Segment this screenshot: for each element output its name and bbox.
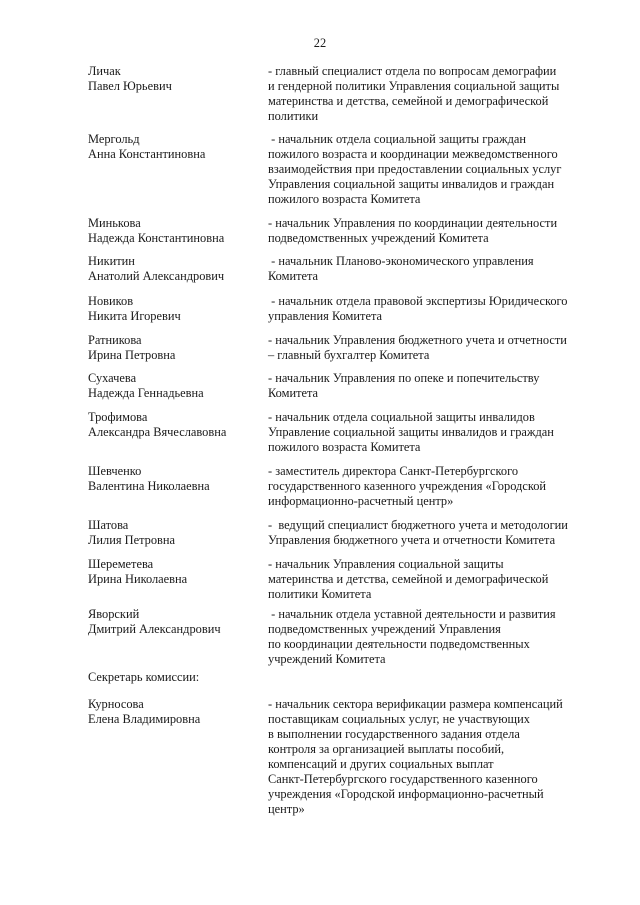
- role-line: поставщикам социальных услуг, не участвующих: [268, 712, 530, 726]
- role-line: материнства и детства, семейной и демографической: [268, 94, 549, 108]
- role-line: - начальник отдела уставной деятельности и развития: [268, 607, 556, 621]
- member-given: Никита Игоревич: [88, 309, 181, 323]
- role-line: центр»: [268, 802, 305, 816]
- role-line: Управления социальной защиты инвалидов и граждан: [268, 177, 555, 191]
- role-line: - заместитель директора Санкт-Петербургского: [268, 464, 519, 478]
- member-given: Валентина Николаевна: [88, 479, 210, 493]
- role-line: информационно-расчетный центр»: [268, 494, 454, 508]
- role-line: - начальник Управления социальной защиты: [268, 557, 504, 571]
- role-line: Комитета: [268, 269, 319, 283]
- member-given: Дмитрий Александрович: [88, 622, 221, 636]
- member-given: Анна Константиновна: [88, 147, 206, 161]
- member-name: [88, 410, 263, 440]
- member-surname: Курносова: [88, 697, 144, 711]
- member-role: [268, 464, 593, 509]
- role-line: управления Комитета: [268, 309, 383, 323]
- page-number: 22: [313, 36, 327, 50]
- member-role: [268, 410, 593, 455]
- member-given: Надежда Константиновна: [88, 231, 225, 245]
- role-line: - начальник отдела социальной защиты инвалидов: [268, 410, 535, 424]
- member-role: [268, 697, 593, 817]
- role-line: в выполнении государственного задания отдела: [268, 727, 520, 741]
- role-line: подведомственных учреждений Комитета: [268, 231, 489, 245]
- role-line: - ведущий специалист бюджетного учета и методологии: [268, 518, 568, 532]
- member-name: [88, 216, 263, 246]
- member-surname: Сухачева: [88, 371, 137, 385]
- role-line: взаимодействия при предоставлении социальных услуг: [268, 162, 562, 176]
- member-role: [268, 607, 593, 667]
- member-name: [88, 464, 263, 494]
- role-line: - начальник сектора верификации размера компенсаций: [268, 697, 563, 711]
- member-given: Елена Владимировна: [88, 712, 201, 726]
- member-given: Павел Юрьевич: [88, 79, 172, 93]
- role-line: пожилого возраста Комитета: [268, 440, 421, 454]
- role-line: политики Комитета: [268, 587, 372, 601]
- role-line: - главный специалист отдела по вопросам демографии: [268, 64, 557, 78]
- member-name: [88, 371, 263, 401]
- member-surname: Яворский: [88, 607, 140, 621]
- member-surname: Шевченко: [88, 464, 142, 478]
- member-surname: Шатова: [88, 518, 129, 532]
- member-role: [268, 518, 593, 548]
- member-name: [88, 254, 263, 284]
- role-line: - начальник Планово-экономического управления: [268, 254, 534, 268]
- role-line: - начальник отдела социальной защиты граждан: [268, 132, 527, 146]
- member-given: Надежда Геннадьевна: [88, 386, 204, 400]
- role-line: учреждений Комитета: [268, 652, 386, 666]
- role-line: государственного казенного учреждения «Городской: [268, 479, 547, 493]
- member-surname: Шереметева: [88, 557, 154, 571]
- member-name: [88, 132, 263, 162]
- member-name: [88, 607, 263, 637]
- role-line: контроля за организацией выплаты пособий,: [268, 742, 505, 756]
- role-line: компенсаций и других социальных выплат: [268, 757, 494, 771]
- member-given: Александра Вячеславовна: [88, 425, 227, 439]
- secretary-heading: Секретарь комиссии:: [88, 670, 200, 684]
- member-role: [268, 333, 593, 363]
- role-line: Управления бюджетного учета и отчетности Комитета: [268, 533, 556, 547]
- role-line: материнства и детства, семейной и демографической: [268, 572, 549, 586]
- member-role: [268, 254, 593, 284]
- member-name: [88, 518, 263, 548]
- member-surname: Личак: [88, 64, 121, 78]
- member-given: Лилия Петровна: [88, 533, 176, 547]
- member-surname: Мергольд: [88, 132, 140, 146]
- member-surname: Никитин: [88, 254, 135, 268]
- member-surname: Ратникова: [88, 333, 142, 347]
- member-role: [268, 64, 593, 124]
- member-role: [268, 216, 593, 246]
- member-name: [88, 697, 263, 727]
- role-line: учреждения «Городской информационно-расчетный: [268, 787, 544, 801]
- role-line: по координации деятельности подведомственных: [268, 637, 530, 651]
- member-role: [268, 557, 593, 602]
- role-line: Управление социальной защиты инвалидов и граждан: [268, 425, 554, 439]
- member-role: [268, 132, 593, 207]
- member-role: [268, 294, 593, 324]
- member-given: Ирина Петровна: [88, 348, 176, 362]
- member-given: Ирина Николаевна: [88, 572, 188, 586]
- role-line: – главный бухгалтер Комитета: [268, 348, 430, 362]
- member-name: [88, 333, 263, 363]
- role-line: - начальник Управления бюджетного учета и отчетности: [268, 333, 567, 347]
- role-line: Санкт-Петербургского государственного казенного: [268, 772, 538, 786]
- role-line: - начальник отдела правовой экспертизы Юридического: [268, 294, 568, 308]
- member-role: [268, 371, 593, 401]
- member-surname: Новиков: [88, 294, 134, 308]
- member-surname: Минькова: [88, 216, 141, 230]
- role-line: пожилого возраста и координации межведомственного: [268, 147, 558, 161]
- role-line: Комитета: [268, 386, 319, 400]
- member-name: [88, 557, 263, 587]
- member-name: [88, 64, 263, 94]
- role-line: политики: [268, 109, 319, 123]
- role-line: подведомственных учреждений Управления: [268, 622, 501, 636]
- member-name: [88, 294, 263, 324]
- member-given: Анатолий Александрович: [88, 269, 225, 283]
- role-line: - начальник Управления по опеке и попечительству: [268, 371, 540, 385]
- role-line: пожилого возраста Комитета: [268, 192, 421, 206]
- role-line: - начальник Управления по координации деятельности: [268, 216, 558, 230]
- role-line: и гендерной политики Управления социальной защиты: [268, 79, 560, 93]
- member-surname: Трофимова: [88, 410, 148, 424]
